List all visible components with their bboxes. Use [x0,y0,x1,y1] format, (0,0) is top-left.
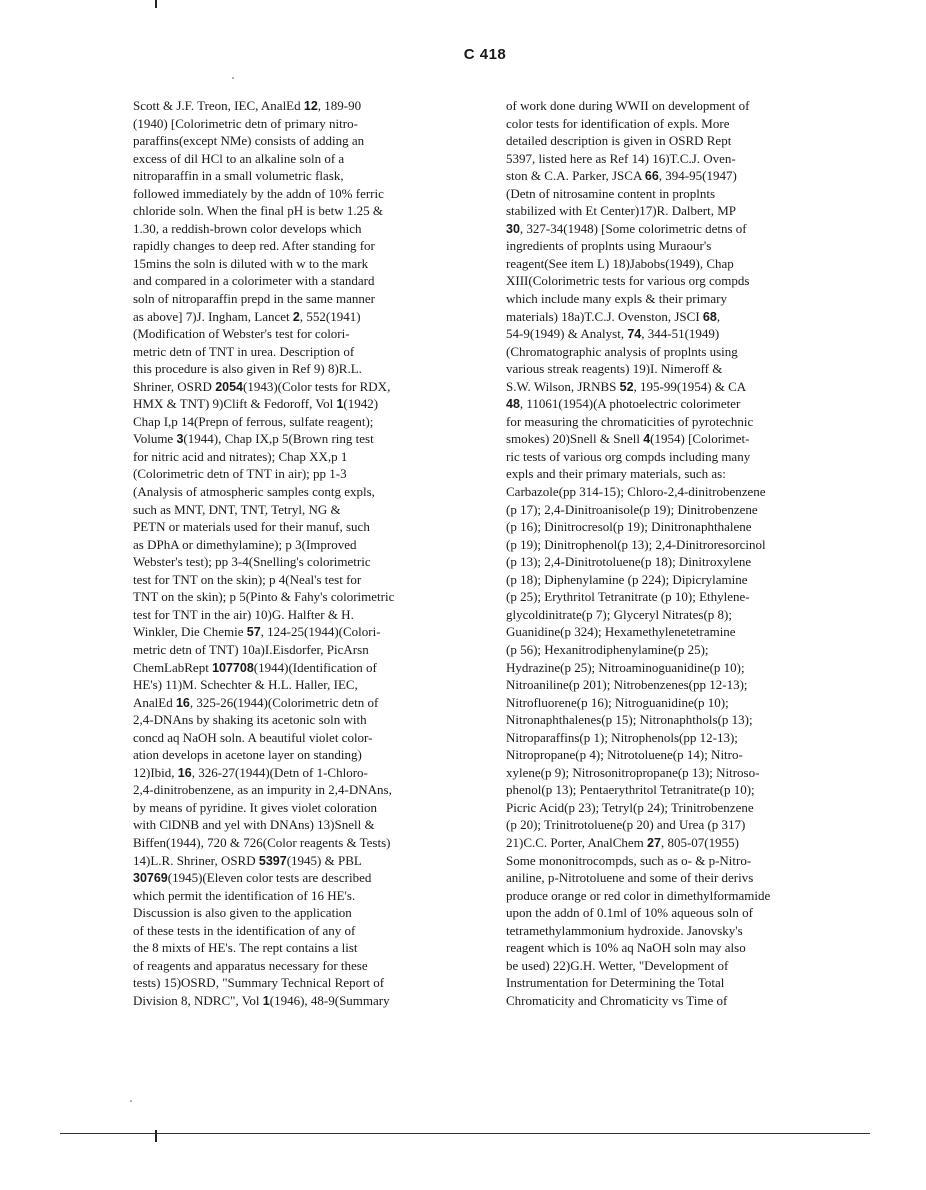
text-line: reagent which is 10% aq NaOH soln may also [506,940,746,956]
text-line: (Detn of nitrosamine content in proplnts [506,185,716,201]
text-line: Volume 3(1944), Chap IX,p 5(Brown ring test [133,431,374,447]
text-line: (p 18); Diphenylamine (p 224); Dipicrylamine [506,571,748,587]
text-line: (p 19); Dinitrophenol(p 13); 2,4-Dinitroresorcinol [506,536,766,552]
text-line: tetramethylammonium hydroxide. Janovsky's [506,922,743,938]
text-line: (p 56); Hexanitrodiphenylamine(p 25); [506,641,709,657]
text-line: (p 20); Trinitrotoluene(p 20) and Urea (p 317) [506,817,746,833]
text-line: excess of dil HCl to an alkaline soln of a [133,150,345,166]
text-line: 1.30, a reddish-brown color develops which [133,220,362,236]
text-line: 15mins the soln is diluted with w to the mark [133,255,369,271]
text-line: Nitrofluorene(p 16); Nitroguanidine(p 10); [506,694,729,710]
text-line: be used) 22)G.H. Wetter, "Development of [506,957,729,973]
bottom-margin-mark [155,1130,157,1142]
text-line: of work done during WWII on development of [506,98,750,113]
text-line: chloride soln. When the final pH is betw 1.25 & [133,203,383,219]
text-line: ChemLabRept 107708(1944)(Identification of [133,659,377,675]
text-line: HMX & TNT) 9)Clift & Fedoroff, Vol 1(1942) [133,396,379,412]
text-line: AnalEd 16, 325-26(1944)(Colorimetric detn of [133,694,379,710]
left-column [133,97,471,1009]
text-line: color tests for identification of expls. More [506,115,730,131]
text-line: 30769(1945)(Eleven color tests are described [133,870,372,886]
text-line: (Analysis of atmospheric samples contg expls, [133,484,375,500]
scan-speck [232,77,234,79]
text-line: Some mononitrocompds, such as o- & p-Nitro- [506,852,752,868]
text-line: Picric Acid(p 23); Tetryl(p 24); Trinitrobenzene [506,799,754,815]
text-line: with ClDNB and yel with DNAns) 13)Snell & [133,817,375,833]
text-line: test for TNT in the air) 10)G. Halfter & H. [133,606,354,622]
text-line: Nitronaphthalenes(p 15); Nitronaphthols(p 13); [506,712,753,728]
text-line: of reagents and apparatus necessary for these [133,957,368,973]
text-line: Carbazole(pp 314-15); Chloro-2,4-dinitrobenzene [506,484,766,500]
text-line: Shriner, OSRD 2054(1943)(Color tests for RDX, [133,378,391,394]
text-line: by means of pyridine. It gives violet coloration [133,799,378,815]
top-margin-mark [155,0,157,8]
text-line: Webster's test); pp 3-4(Snelling's colorimetric [133,554,371,570]
text-line: the 8 mixts of HE's. The rept contains a list [133,940,358,956]
text-line: paraffins(except NMe) consists of adding an [133,133,365,149]
text-line: metric detn of TNT) 10a)I.Eisdorfer, PicArsn [133,641,369,657]
text-line: produce orange or red color in dimethylformamide [506,887,771,903]
text-line: Discussion is also given to the application [133,905,352,921]
text-line: (p 25); Erythritol Tetranitrate (p 10); Ethylene- [506,589,750,605]
text-line: expls and their primary materials, such as: [506,466,726,482]
text-line: Hydrazine(p 25); Nitroaminoguanidine(p 10); [506,659,745,675]
text-line: Division 8, NDRC", Vol 1(1946), 48-9(Summary [133,992,390,1008]
text-line: for measuring the chromaticities of pyrotechnic [506,413,754,429]
text-line: 5397, listed here as Ref 14) 16)T.C.J. Oven- [506,150,736,166]
text-line: ric tests of various org compds including many [506,448,751,464]
text-line: phenol(p 13); Pentaerythritol Tetranitrate(p 10); [506,782,755,798]
text-line: smokes) 20)Snell & Snell 4(1954) [Colorimet- [506,431,750,447]
text-line: Chap I,p 14(Prepn of ferrous, sulfate reagent); [133,413,374,429]
text-line: PETN or materials used for their manuf, such [133,519,370,535]
text-line: xylene(p 9); Nitrosonitropropane(p 13); Nitroso- [506,764,760,780]
text-line: various streak reagents) 19)I. Nimeroff & [506,361,723,377]
text-line: and compared in a colorimeter with a standard [133,273,375,289]
text-line: (1940) [Colorimetric detn of primary nitro- [133,115,358,131]
text-line: tests) 15)OSRD, "Summary Technical Report of [133,975,385,991]
text-line: glycoldinitrate(p 7); Glyceryl Nitrates(p 8); [506,606,732,622]
text-line: Instrumentation for Determining the Total [506,975,725,991]
text-line: detailed description is given in OSRD Rept [506,133,732,149]
text-line: Nitroaniline(p 201); Nitrobenzenes(pp 12-13); [506,677,748,693]
text-line: test for TNT on the skin); p 4(Neal's test for [133,571,362,587]
text-line: upon the addn of 0.1ml of 10% aqueous soln of [506,905,753,921]
text-line: 54-9(1949) & Analyst, 74, 344-51(1949) [506,326,720,342]
text-line: Chromaticity and Chromaticity vs Time of [506,992,728,1008]
text-line: (p 13); 2,4-Dinitrotoluene(p 18); Dinitroxylene [506,554,752,570]
text-line: Scott & J.F. Treon, IEC, AnalEd 12, 189-90 [133,98,362,113]
text-line: Biffen(1944), 720 & 726(Color reagents & Tests) [133,834,391,850]
text-line: ingredients of proplnts using Muraour's [506,238,712,254]
text-line: Nitropropane(p 4); Nitrotoluene(p 14); Nitro- [506,747,743,763]
text-line: materials) 18a)T.C.J. Ovenston, JSCI 68, [506,308,721,324]
text-line: (p 17); 2,4-Dinitroanisole(p 19); Dinitrobenzene [506,501,758,517]
text-line: which permit the identification of 16 HE's. [133,887,356,903]
text-line: XIII(Colorimetric tests for various org compds [506,273,750,289]
text-line: rapidly changes to deep red. After standing for [133,238,375,254]
text-line: of these tests in the identification of any of [133,922,356,938]
text-line: this procedure is also given in Ref 9) 8)R.L. [133,361,362,377]
page-number: C 418 [463,46,507,63]
text-line: HE's) 11)M. Schechter & H.L. Haller, IEC, [133,677,358,693]
text-line: as DPhA or dimethylamine); p 3(Improved [133,536,357,552]
text-line: Nitroparaffins(p 1); Nitrophenols(pp 12-13); [506,729,738,745]
text-line: stabilized with Et Center)17)R. Dalbert, MP [506,203,736,219]
text-line: ston & C.A. Parker, JSCA 66, 394-95(1947) [506,168,737,184]
text-line: 2,4-dinitrobenzene, as an impurity in 2,4-DNAns, [133,782,392,798]
text-line: as above] 7)J. Ingham, Lancet 2, 552(1941) [133,308,361,324]
text-line: TNT on the skin); p 5(Pinto & Fahy's colorimetric [133,589,395,605]
text-line: such as MNT, DNT, TNT, Tetryl, NG & [133,501,341,517]
text-line: followed immediately by the addn of 10% ferric [133,185,384,201]
text-line: 48, 11061(1954)(A photoelectric colorimeter [506,396,741,412]
text-line: concd aq NaOH soln. A beautiful violet color- [133,729,373,745]
text-line: nitroparaffin in a small volumetric flask, [133,168,344,184]
text-line: (Chromatographic analysis of proplnts using [506,343,738,359]
text-line: 21)C.C. Porter, AnalChem 27, 805-07(1955) [506,834,739,850]
text-line: 2,4-DNAns by shaking its acetonic soln with [133,712,367,728]
right-column [506,97,834,1009]
text-line: which include many expls & their primary [506,291,727,307]
text-line: soln of nitroparaffin prepd in the same manner [133,291,375,307]
text-line: ation develops in acetone layer on standing) [133,747,362,763]
scan-speck [130,1100,132,1102]
text-line: (Modification of Webster's test for colori- [133,326,350,342]
text-line: (Colorimetric detn of TNT in air); pp 1-3 [133,466,347,482]
text-line: aniline, p-Nitrotoluene and some of their derivs [506,870,754,886]
text-line: metric detn of TNT in urea. Description of [133,343,355,359]
text-line: Winkler, Die Chemie 57, 124-25(1944)(Colori- [133,624,381,640]
text-line: 14)L.R. Shriner, OSRD 5397(1945) & PBL [133,852,362,868]
text-line: (p 16); Dinitrocresol(p 19); Dinitronaphthalene [506,519,752,535]
text-line: Guanidine(p 324); Hexamethylenetetramine [506,624,736,640]
text-line: S.W. Wilson, JRNBS 52, 195-99(1954) & CA [506,378,747,394]
text-line: reagent(See item L) 18)Jabobs(1949), Chap [506,255,734,271]
bottom-rule [60,1133,870,1134]
text-line: 12)Ibid, 16, 326-27(1944)(Detn of 1-Chloro- [133,764,368,780]
text-line: for nitric acid and nitrates); Chap XX,p 1 [133,448,348,464]
text-line: 30, 327-34(1948) [Some colorimetric detns of [506,220,747,236]
